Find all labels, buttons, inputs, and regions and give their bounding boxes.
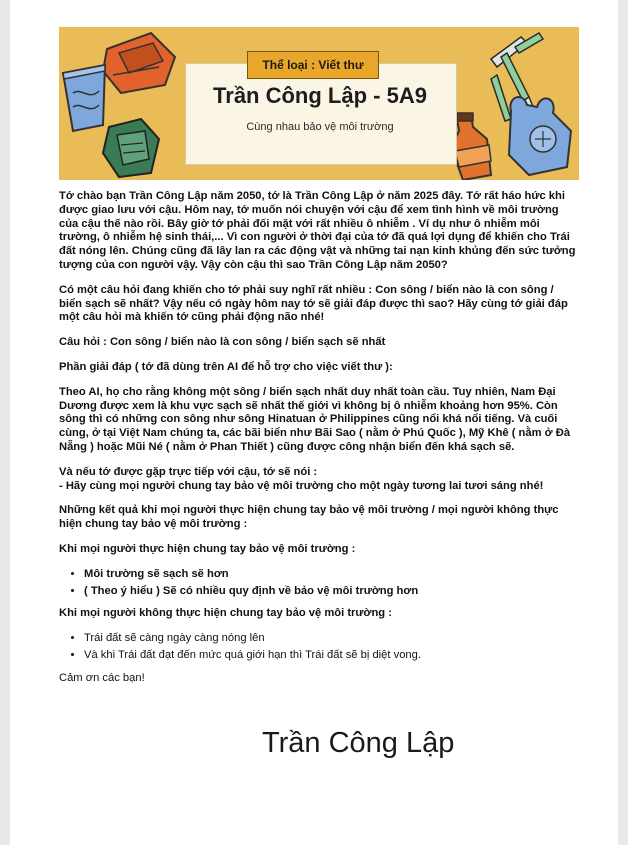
page-title: Trần Công Lập - 5A9: [213, 83, 427, 108]
meet-line-1: Và nếu tớ được gặp trực tiếp với cậu, tớ sẽ nói :: [59, 465, 318, 478]
answer-label: Phần giải đáp ( tớ đã dùng trên AI để hỗ trợ cho việc viết thư ):: [59, 360, 393, 373]
list-item: • ( Theo ý hiểu ) Sẽ có nhiều quy định về bảo vệ môi trường hơn: [84, 585, 579, 599]
genre-label: Thể loại : Viết thư: [247, 51, 379, 79]
wrapper-icon: [103, 119, 159, 177]
intro-paragraph: Tớ chào bạn Trần Công Lập năm 2050, tớ là Trần Công Lập ở năm 2025 đây. Tớ rất háo hức khi được giao lưu với cậu. Hôm nay, tớ muốn nói chuyện với cậu để xem tình hình về môi trường của cậu thế nào rồi. Bây giờ tớ phải đối mặt với rất nhiều ô nhiễm . Ví dụ như ô nhiễm môi trường, ô nhiễm hệ sinh thái,... Vì con người ở thời đại của tớ đã quá lợi dụng để khiến cho Trái đất nóng lên. Chúng cũng đã lây lan ra các động vật và những tai nạn kinh khủng đến sức tưởng tượng của con người vậy. Vậy còn cậu thì sao Trần Công Lập năm 2050?: [59, 190, 576, 271]
header-banner: [59, 27, 579, 180]
list-when-do: [59, 568, 579, 599]
page-subtitle: Cùng nhau bảo vệ môi trường: [246, 121, 394, 133]
list-item: • Môi trường sẽ sạch sẽ hơn: [84, 568, 579, 582]
question-intro-paragraph: Có một câu hỏi đang khiến cho tớ phải suy nghĩ rất nhiều : Con sông / biển nào là con sông / biển sạch sẽ nhất? Vậy nếu có ngày hôm nay tớ sẽ giải đáp được thì sao? Hãy cùng tớ giải đáp một câu hỏi mà khiến tớ cũng phải động não nhé!: [59, 283, 568, 324]
food-container-icon: [103, 33, 175, 93]
answer-paragraph: Theo AI, họ cho rằng không một sông / biển sạch nhất duy nhất toàn cầu. Tuy nhiên, Nam Đại Dương được xem là khu vực sạch sẽ nhất thế giới vì không bị ô nhiễm khoảng hơn 95%. Còn sông thì có những con sông như sông Hinatuan ở Philippines cũng nổi khá nổi tiếng. Và cuối cùng, ở tại Việt Nam chúng ta, các bãi biển như Bãi Sao ( nằm ở Phú Quốc ), Mỹ Khê ( nằm ở Đà Nẵng ) hoặc Mũi Né ( nằm ở Phan Thiết ) cũng được công nhận biển đến khá sạch sẽ.: [59, 385, 571, 453]
question-paragraph: Câu hỏi : Con sông / biển nào là con sông / biển sạch sẽ nhất: [59, 336, 386, 349]
when-do-heading: Khi mọi người thực hiện chung tay bảo vệ môi trường :: [59, 542, 356, 555]
letter-body: [59, 190, 579, 697]
thanks-line: Cảm ơn các bạn!: [59, 671, 145, 684]
when-not-heading: Khi mọi người không thực hiện chung tay bảo vệ môi trường :: [59, 607, 392, 620]
signature: Trần Công Lập: [262, 727, 455, 759]
meet-line-2: - Hãy cùng mọi người chung tay bảo vệ môi trường cho một ngày tương lai tươi sáng nhé!: [59, 479, 544, 492]
list-item: • Và khi Trái đất đạt đến mức quá giới hạn thì Trái đất sẽ bị diệt vong.: [84, 649, 579, 663]
bottle-icon: [451, 113, 491, 180]
plastic-bag-icon: [509, 97, 571, 175]
list-when-not: [59, 632, 579, 663]
results-paragraph: Những kết quả khi mọi người thực hiện chung tay bảo vệ môi trường / mọi người không thực hiện chung tay bảo vệ môi trường :: [59, 504, 559, 531]
document-page: [10, 0, 618, 845]
list-item: • Trái đất sẽ càng ngày càng nóng lên: [84, 632, 579, 646]
meet-paragraph: [59, 466, 579, 494]
cup-icon: [63, 65, 105, 131]
